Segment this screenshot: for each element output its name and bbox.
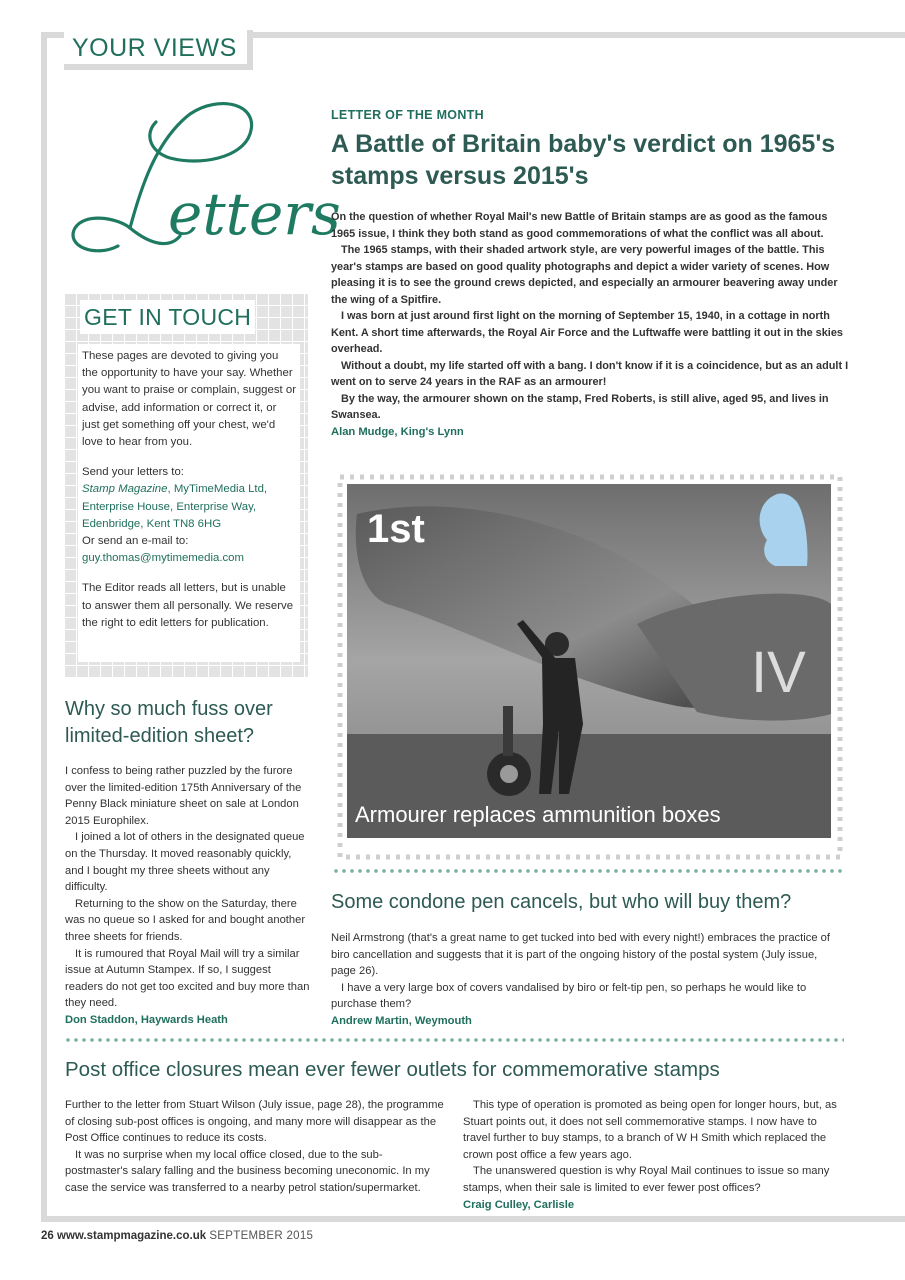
fuss-paragraph: I confess to being rather puzzled by the furore over the limited-edition 175th Anniversary of the Penny Black miniature sheet on sale at London 2015 Europhilex.	[65, 765, 302, 827]
fuss-paragraph: Returning to the show on the Saturday, there was no queue so I asked for and bought another three sheets for friends.	[65, 897, 306, 943]
frame-bottom-border	[41, 1216, 905, 1222]
postal-address: , MyTimeMedia Ltd, Enterprise House, Enterprise Way, Edenbridge, Kent TN8 6HG	[82, 483, 268, 530]
lotm-signature: Alan Mudge, King's Lynn	[331, 425, 464, 438]
letters-logo	[60, 96, 341, 266]
lotm-paragraph: On the question of whether Royal Mail's new Battle of Britain stamps are as good as the famous 1965 issue, I think they both stand as good commemorations of what the conflict was all about.	[331, 211, 828, 240]
lotm-paragraph: Without a doubt, my life started off with a bang. I don't know if it is a coincidence, but as an adult I went on to serve 24 years in the RAF as an armourer!	[331, 359, 849, 388]
pen-paragraph: Neil Armstrong (that's a great name to get tucked into bed with every night!) embraces the practice of biro cancellation and suggests that it is part of the ongoing history of the postal system (July issue, page 26).	[331, 932, 830, 978]
fuss-text	[65, 763, 311, 1029]
stamp-denomination: 1st	[367, 507, 425, 551]
lotm-paragraph: The 1965 stamps, with their shaded artwork style, are very powerful images of the battle. This year's stamps are based on good quality photographs and depict a wider variety of scenes. How pleasing it is to see the ground crews depicted, and especially an armourer beavering away under the wing of a Spitfire.	[331, 244, 838, 306]
editor-note: The Editor reads all letters, but is unable to answer them all personally. We reserve the right to edit letters for publication.	[82, 582, 294, 629]
stamp-illustration	[337, 474, 843, 860]
page-footer	[41, 1230, 313, 1242]
lotm-paragraph: I was born at just around first light on the morning of September 15, 1940, in a cottage in north Kent. A short time afterwards, the Royal Air Force and the Luftwaffe were battling it out in the skies overhead.	[331, 310, 843, 355]
fuss-signature: Don Staddon, Haywards Heath	[65, 1013, 228, 1026]
email-link[interactable]: guy.thomas@mytimemedia.com	[82, 552, 245, 565]
page-number: 26	[41, 1230, 54, 1242]
get-in-touch-body	[78, 344, 300, 662]
get-in-touch-address	[82, 464, 296, 567]
post-office-paragraph: Further to the letter from Stuart Wilson (July issue, page 28), the programme of closing sub-post offices is ongoing, and many more will disappear as the Post Office continues to reduce its costs.	[65, 1099, 444, 1145]
post-office-paragraph: The unanswered question is why Royal Mail continues to issue so many stamps, when their sale is limited to ever fewer post offices?	[463, 1165, 830, 1194]
post-office-title: Post office closures mean ever fewer outlets for commemorative stamps	[65, 1058, 720, 1081]
dotted-divider	[332, 868, 844, 874]
post-office-paragraph: This type of operation is promoted as being open for longer hours, but, as Stuart points out, it does not sell commemorative stamps. I now have to travel further to buy stamps, to a branch of W H Smith which replaced the crown post office a few years ago.	[463, 1099, 837, 1161]
fuss-paragraph: It is rumoured that Royal Mail will try a similar issue at Autumn Stampex. If so, I suggest readers do not get too excited and buy more than they need.	[65, 947, 310, 1010]
get-in-touch-title: GET IN TOUCH	[80, 300, 255, 334]
fuss-title: Why so much fuss over limited-edition sheet?	[65, 698, 273, 747]
letter-of-month-title: A Battle of Britain baby's verdict on 1965's stamps versus 2015's	[331, 130, 836, 190]
footer-site[interactable]: www.stampmagazine.co.uk	[57, 1230, 207, 1242]
letter-of-month-kicker: LETTER OF THE MONTH	[331, 108, 484, 122]
pen-title: Some condone pen cancels, but who will buy them?	[331, 891, 792, 913]
frame-left-border	[41, 32, 47, 1222]
fuss-paragraph: I joined a lot of others in the designated queue on the Thursday. It moved reasonably quickly, and I bought my three sheets without any difficulty.	[65, 831, 305, 894]
pen-paragraph: I have a very large box of covers vandalised by biro or felt-tip pen, so perhaps he would like to purchase them?	[331, 981, 807, 1011]
magazine-name: Stamp Magazine	[82, 483, 168, 496]
wing-marking: IV	[751, 640, 806, 705]
post-office-paragraph: It was no surprise when my local office closed, due to the sub-postmaster's salary falling and the business becoming uneconomic. In my case the service was transferred to a nearby petrol station/supermarket.	[65, 1148, 430, 1194]
post-office-signature: Craig Culley, Carlisle	[463, 1198, 575, 1211]
section-label: YOUR VIEWS	[64, 30, 253, 70]
dotted-divider	[64, 1037, 844, 1043]
stamp-caption: Armourer replaces ammunition boxes	[355, 802, 721, 827]
get-in-touch-intro: These pages are devoted to giving you the opportunity to have your say. Whether you want to praise or complain, suggest or advise, add information or correct it, or just get something off your chest, we'd love to hear from you.	[82, 350, 297, 449]
email-prompt: Or send an e-mail to:	[82, 535, 189, 548]
pen-signature: Andrew Martin, Weymouth	[331, 1014, 472, 1027]
letter-of-month-text	[331, 209, 851, 440]
lotm-paragraph: By the way, the armourer shown on the stamp, Fred Roberts, is still alive, aged 95, and lives in Swansea.	[331, 392, 829, 421]
send-to-label: Send your letters to:	[82, 466, 184, 479]
pen-text	[331, 930, 841, 1030]
post-office-col2	[463, 1097, 843, 1213]
logo-text: etters	[168, 180, 341, 248]
footer-month: SEPTEMBER 2015	[209, 1230, 314, 1242]
post-office-col1	[65, 1097, 445, 1197]
